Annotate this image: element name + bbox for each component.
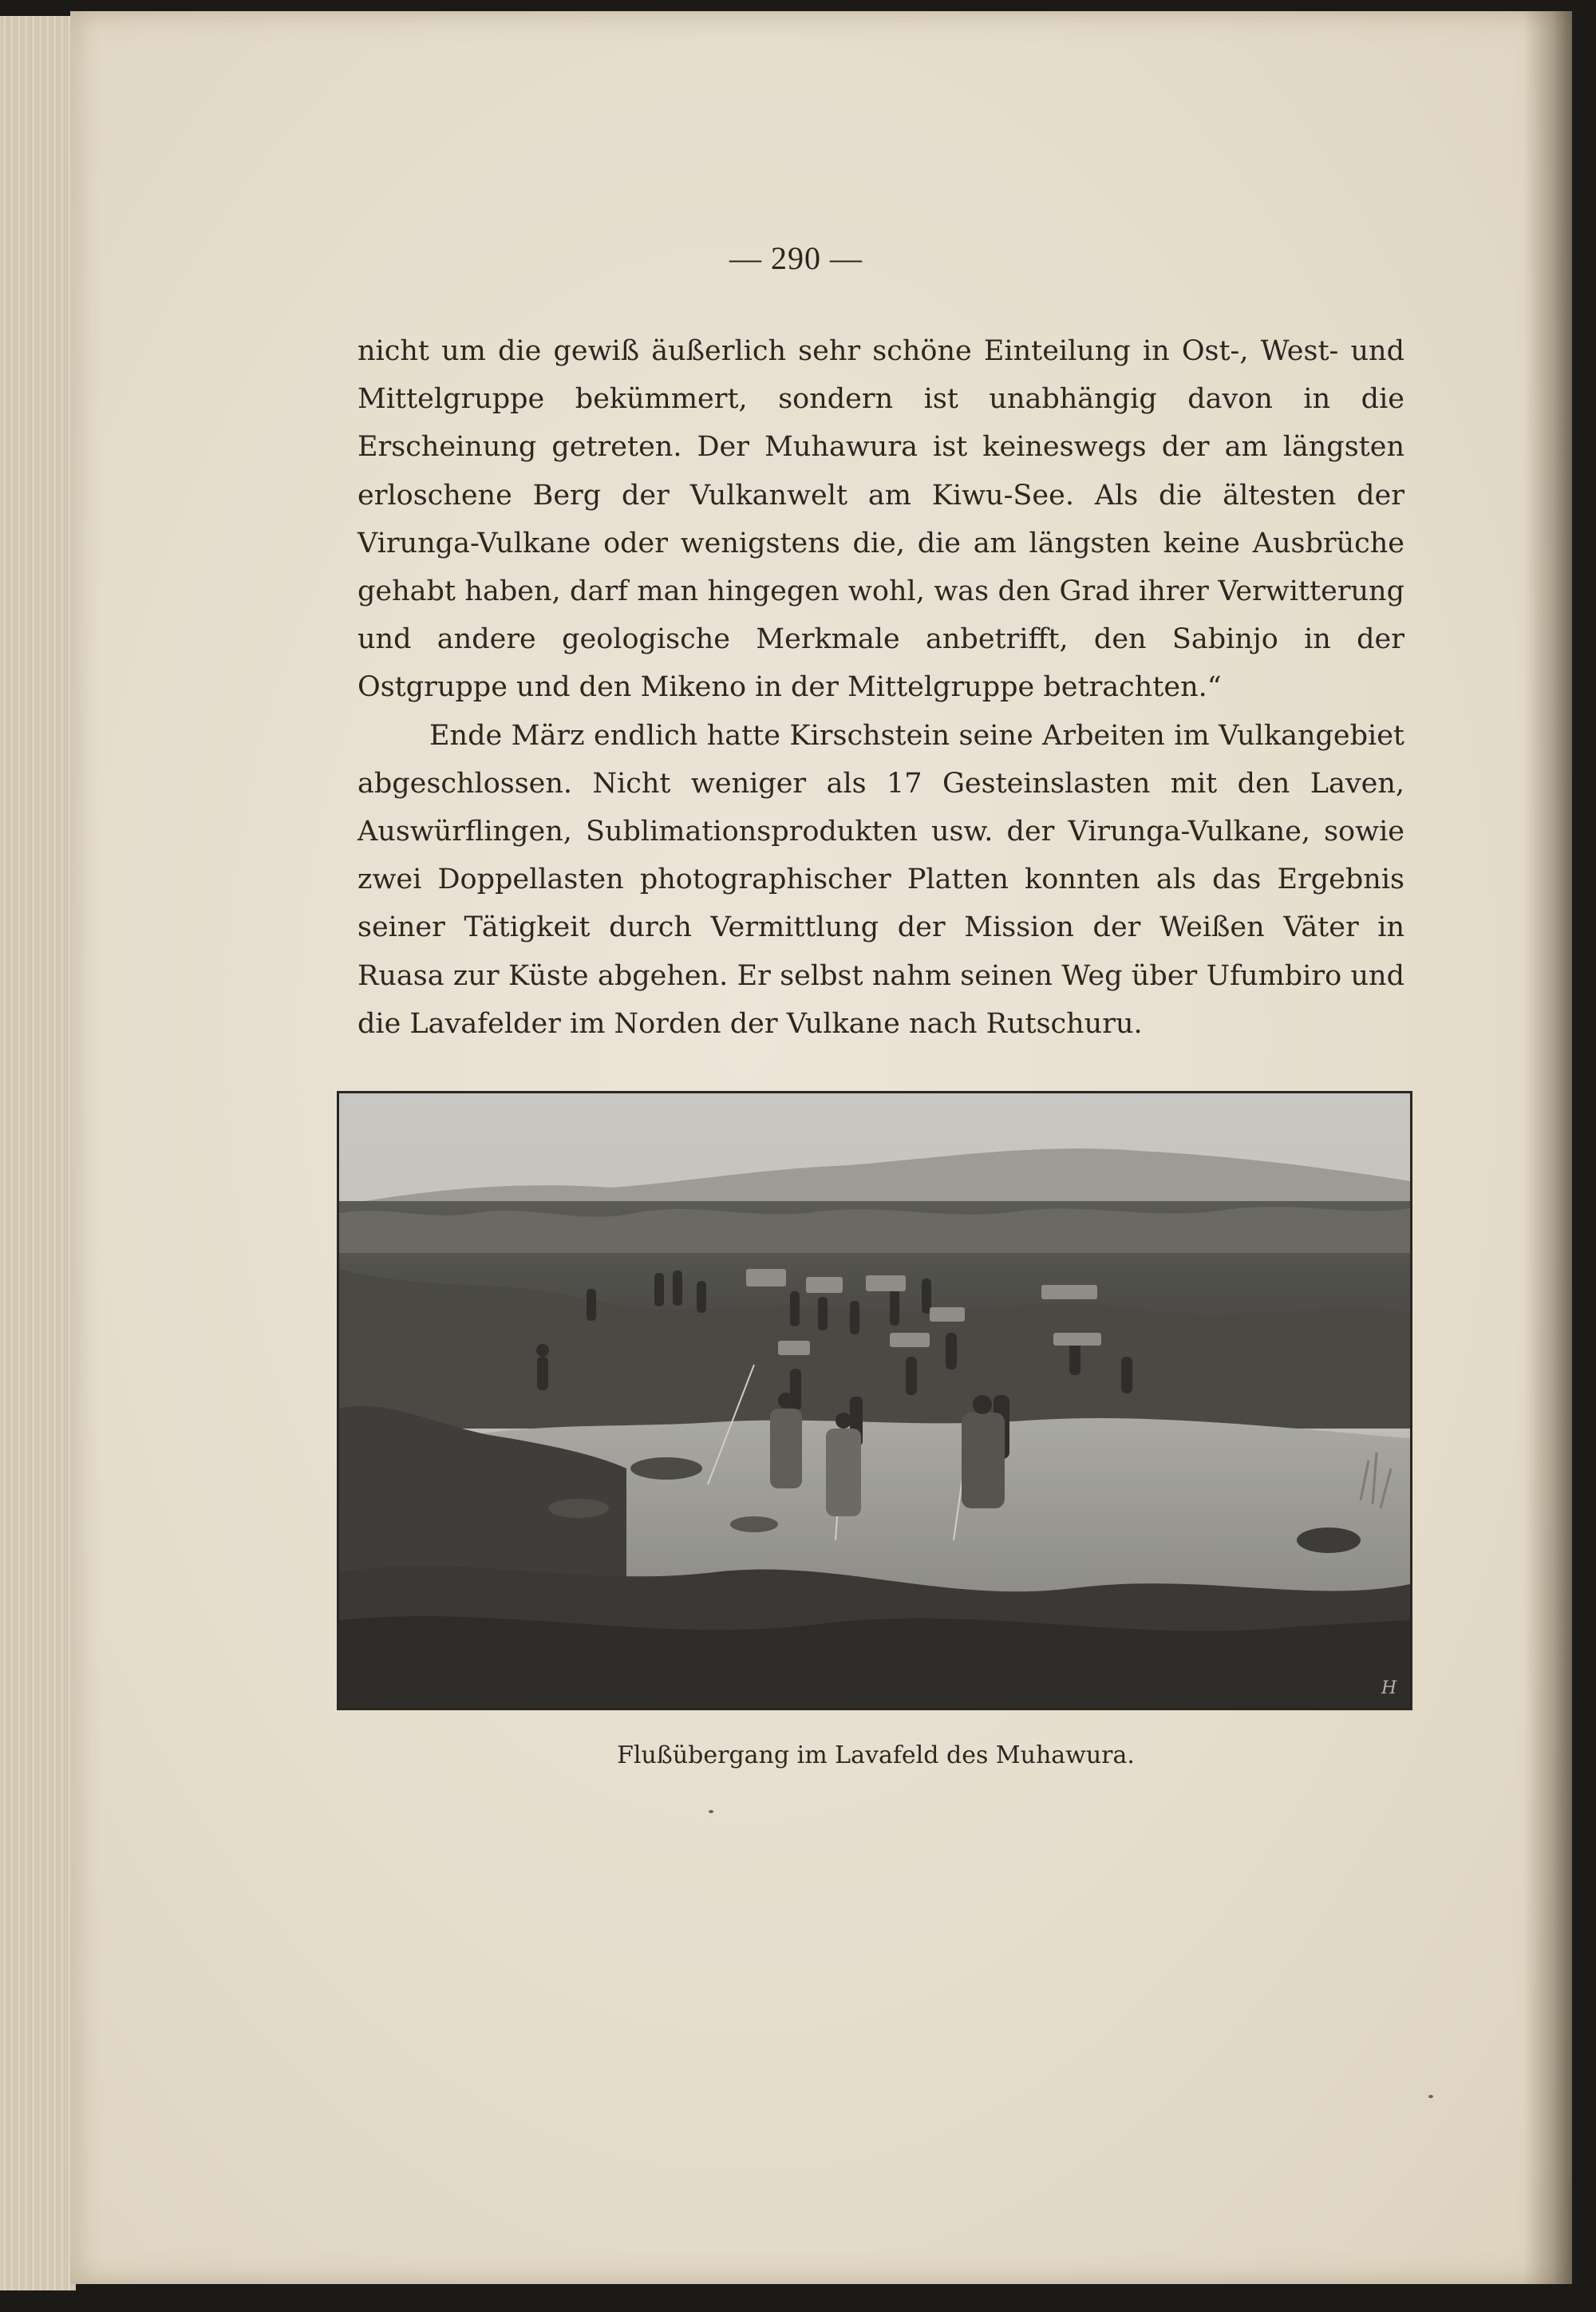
photograph	[337, 1091, 1412, 1710]
figure-caption: Flußübergang im Lavafeld des Muhawura.	[617, 1741, 1135, 1769]
spine-shadow	[1524, 11, 1572, 2284]
paper-speck	[1428, 2095, 1433, 2098]
page-number: — 290 —	[729, 240, 863, 276]
paragraph-1: nicht um die gewiß äußerlich sehr schöne Einteilung in Ost-, West- und Mittelgruppe bekümmert, sondern ist unabhängig davon in die Erscheinung getreten. Der Muhawura ist keineswegs der am längsten erloschene Berg der Vulkanwelt am Kiwu-See. Als die ältesten der Virunga-Vulkane oder wenigstens die, die am längsten keine Ausbrüche gehabt haben, darf man hingegen wohl, was den Grad ihrer Verwitterung und andere geologische Merkmale anbetrifft, den Sabinjo in der Ostgruppe und den Mikeno in der Mittelgruppe betrachten.“	[358, 335, 1404, 704]
page-edges	[0, 16, 76, 2290]
river-crossing-photo	[339, 1093, 1410, 1708]
svg-text:H: H	[1381, 1678, 1397, 1698]
paper-speck	[709, 1810, 713, 1813]
paragraph-2: Ende März endlich hatte Kirschstein seine Arbeiten im Vulkangebiet abgeschlossen. Nicht weniger als 17 Gesteinslasten mit den Laven, Auswürflingen, Sublimationsprodukten usw. der Virunga-Vulkane, sowie zwei Doppellasten photographischer Platten konnten als das Ergebnis seiner Tätigkeit durch Vermittlung der Mission der Weißen Väter in Ruasa zur Küste abgehen. Er selbst nahm seinen Weg über Ufumbiro und die Lavafelder im Norden der Vulkane nach Rutschuru.	[358, 719, 1404, 1040]
body-text	[358, 327, 1404, 1048]
